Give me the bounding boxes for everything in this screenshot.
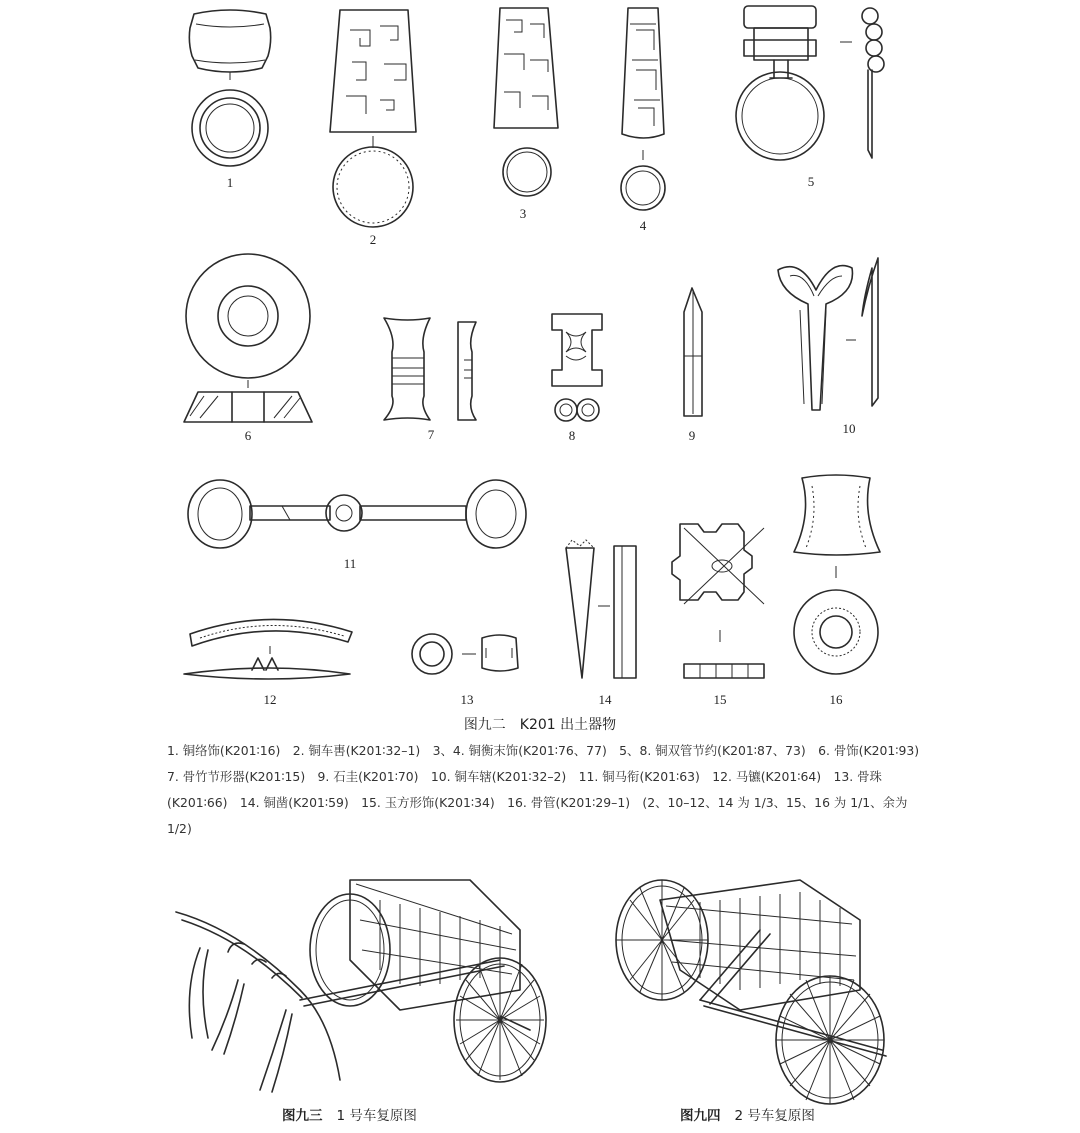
artifact-8-drawing: [552, 314, 602, 421]
artifact-7-drawing: [384, 318, 476, 420]
artifact-number: 7: [427, 427, 435, 442]
artifact-16-drawing: [794, 475, 880, 674]
artifact-number: 4: [639, 218, 647, 233]
artifact-number: 16: [829, 692, 843, 707]
artifact-4-drawing: [621, 8, 665, 210]
artifact-2-drawing: [330, 10, 416, 227]
chariot-1-drawing: [176, 880, 546, 1092]
artifact-number: 2: [369, 232, 377, 247]
artifact-number: 10: [842, 421, 856, 436]
artifact-number: 3: [519, 206, 527, 221]
figure-92-title: 图九二 K201 出土器物: [463, 717, 617, 733]
figure-93-label: 图九三: [282, 1108, 323, 1124]
artifact-5-drawing: [736, 6, 884, 160]
figure-93-name: 1 号车复原图: [336, 1108, 417, 1124]
artifact-number: 14: [598, 692, 612, 707]
figure-92-caption: 1. 铜络饰(K201∶16) 2. 铜车軎(K201∶32–1) 3、4. 铜衡末饰(K201∶76、77) 5、8. 铜双管节约(K201∶87、73) 6. 骨饰(K201∶93) 7. 骨竹节形器(K201∶15) 9. 石圭(K201∶70) 10. 铜车辖(K201∶32–2) 11. 铜马衔(K201∶63) 12. 马镳(K201∶64) 13. 骨珠(K201∶66) 14. 铜凿(K201∶59) 15. 玉方形饰(K201∶34) 16. 骨管(K201∶29–1) (2、10–12、14 为 1/3、15、16 为 1/1、余为 1/2): [167, 743, 932, 836]
chariot-2-drawing: [616, 880, 886, 1104]
artifact-12-drawing: [184, 619, 352, 679]
artifact-14-drawing: [566, 540, 636, 678]
figure-94-name: 2 号车复原图: [734, 1108, 815, 1124]
figure-93-title: [282, 1104, 417, 1124]
artifact-number: 11: [343, 556, 357, 571]
artifact-number: 9: [688, 428, 696, 443]
artifact-3-drawing: [494, 8, 558, 196]
artifact-number: 1: [226, 175, 234, 190]
artifact-number: 8: [568, 428, 576, 443]
artifact-6-drawing: [184, 254, 312, 422]
artifact-11-drawing: [188, 480, 526, 548]
figure-94-title: [680, 1104, 815, 1124]
artifact-9-drawing: [684, 288, 702, 416]
artifact-15-drawing: [672, 524, 764, 678]
figure-94-label: 图九四: [680, 1108, 721, 1124]
artifact-1-drawing: [189, 10, 270, 166]
artifact-13-drawing: [412, 634, 518, 674]
artifact-number: 13: [460, 692, 474, 707]
artifact-number: 5: [807, 174, 815, 189]
artifact-number: 12: [263, 692, 277, 707]
artifact-10-drawing: [778, 258, 878, 410]
artifact-number: 6: [244, 428, 252, 443]
artifact-number: 15: [713, 692, 727, 707]
